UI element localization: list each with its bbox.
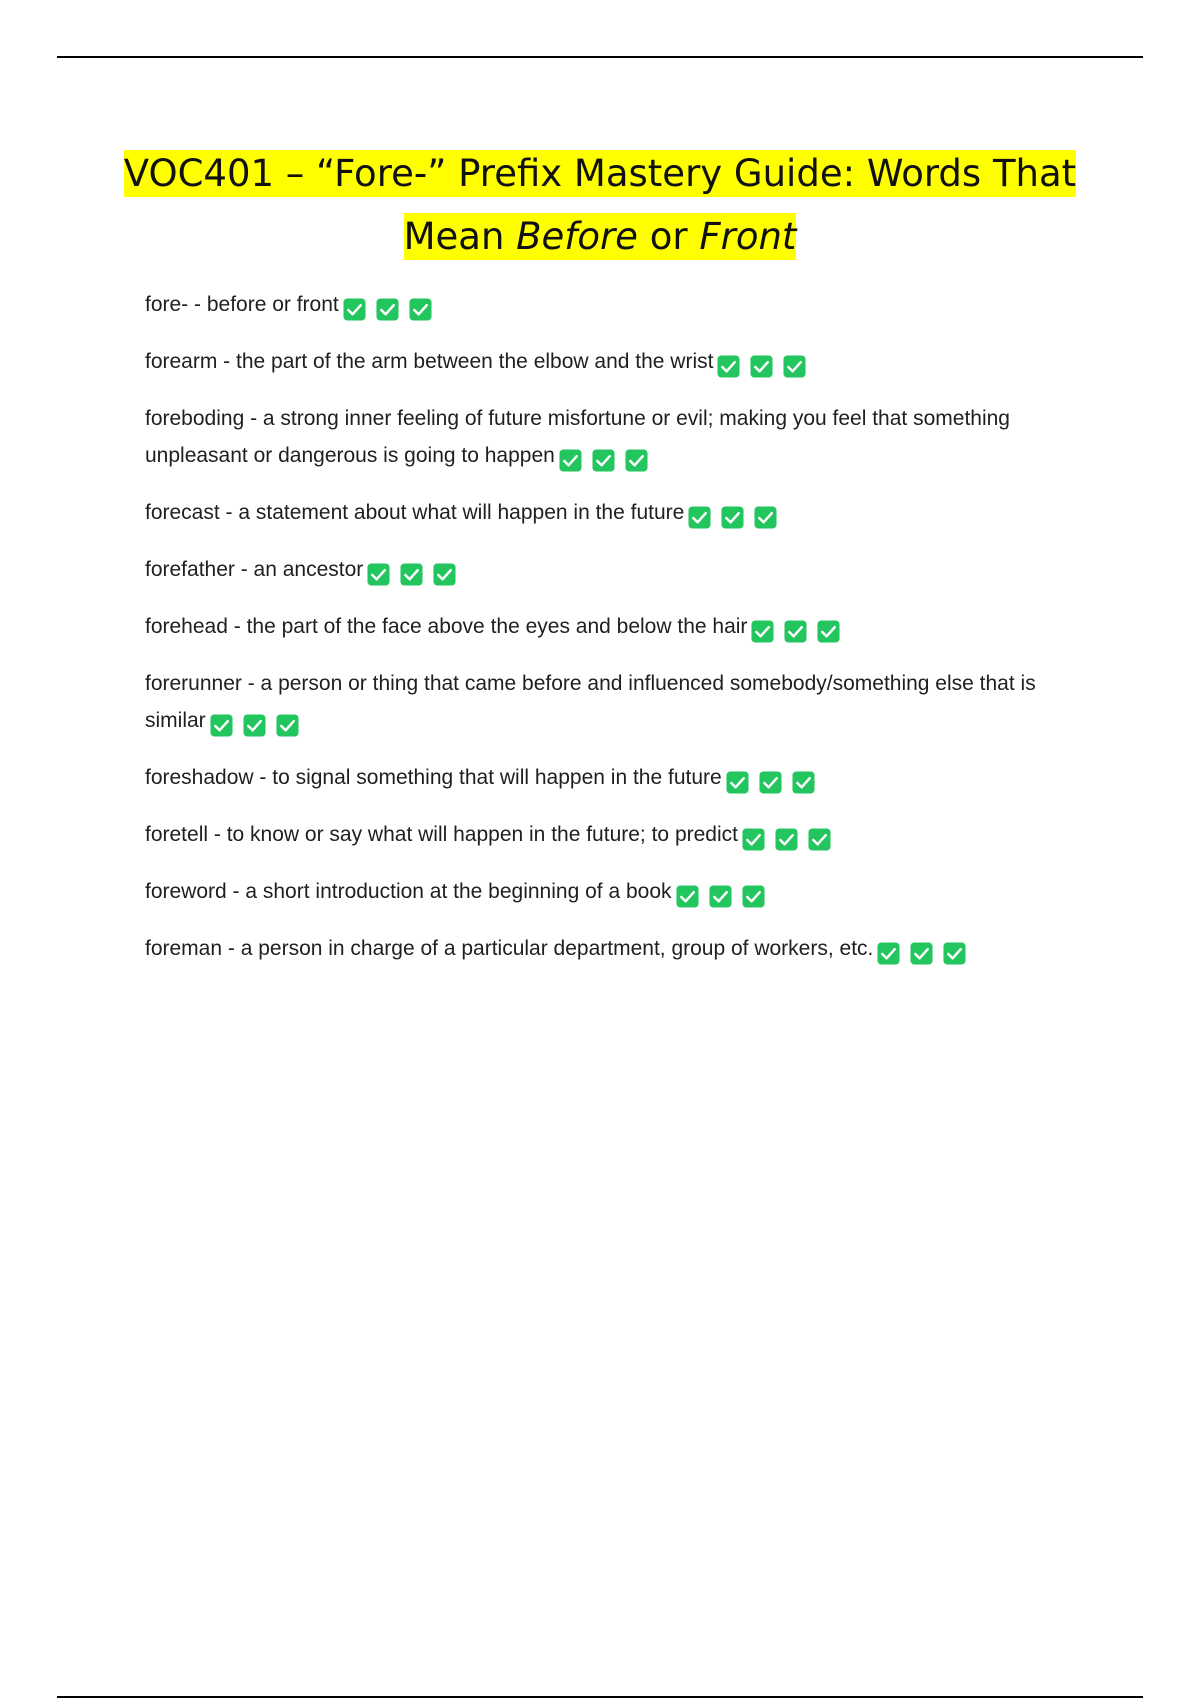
white-check-mark-green-box-icon: [750, 355, 773, 378]
white-check-mark-green-box-icon: [808, 828, 831, 851]
vocab-entry-text: foreword - a short introduction at the beginning of a book: [145, 880, 672, 903]
vocab-entry: [145, 494, 1080, 535]
vocab-entry-text: forecast - a statement about what will happen in the future: [145, 501, 685, 524]
top-rule: [57, 56, 1143, 58]
bottom-rule: [57, 1696, 1143, 1698]
white-check-mark-green-box-icon: [592, 449, 615, 472]
white-check-mark-green-box-icon: [721, 506, 744, 529]
vocab-entry-text: forefather - an ancestor: [145, 558, 364, 581]
white-check-mark-green-box-icon: [400, 563, 423, 586]
white-check-mark-green-box-icon: [276, 714, 299, 737]
white-check-mark-green-box-icon: [367, 563, 390, 586]
check-icons: [688, 498, 787, 535]
white-check-mark-green-box-icon: [775, 828, 798, 851]
white-check-mark-green-box-icon: [943, 942, 966, 965]
vocab-entry: [145, 286, 1080, 327]
vocab-entry-text: foreshadow - to signal something that will happen in the future: [145, 766, 722, 789]
white-check-mark-green-box-icon: [688, 506, 711, 529]
white-check-mark-green-box-icon: [910, 942, 933, 965]
white-check-mark-green-box-icon: [817, 620, 840, 643]
vocab-entry: [145, 759, 1080, 800]
vocab-entry: [145, 400, 1080, 478]
white-check-mark-green-box-icon: [676, 885, 699, 908]
white-check-mark-green-box-icon: [343, 298, 366, 321]
white-check-mark-green-box-icon: [742, 828, 765, 851]
check-icons: [343, 290, 442, 327]
vocab-entry-text: foreboding - a strong inner feeling of future misfortune or evil; making you feel that something unpleasant or dangerous is going to happen: [145, 407, 1010, 467]
vocab-entry: [145, 343, 1080, 384]
document-title: [100, 142, 1100, 268]
check-icons: [210, 706, 309, 743]
white-check-mark-green-box-icon: [243, 714, 266, 737]
vocab-entry: [145, 608, 1080, 649]
vocab-entry-text: foreman - a person in charge of a particular department, group of workers, etc.: [145, 937, 874, 960]
white-check-mark-green-box-icon: [784, 620, 807, 643]
check-icons: [742, 820, 841, 857]
vocab-entry-text: forearm - the part of the arm between the elbow and the wrist: [145, 350, 714, 373]
check-icons: [751, 612, 850, 649]
vocab-entry: [145, 551, 1080, 592]
vocabulary-list: [145, 286, 1080, 971]
check-icons: [559, 441, 658, 478]
white-check-mark-green-box-icon: [709, 885, 732, 908]
white-check-mark-green-box-icon: [754, 506, 777, 529]
title-italic-front: Front: [699, 215, 797, 258]
white-check-mark-green-box-icon: [409, 298, 432, 321]
title-line-1-text: VOC401 – “Fore-” Prefix Mastery Guide: Words That: [123, 152, 1077, 195]
vocab-entry-text: forehead - the part of the face above the eyes and below the hair: [145, 615, 748, 638]
white-check-mark-green-box-icon: [792, 771, 815, 794]
check-icons: [877, 934, 976, 971]
vocab-entry: [145, 873, 1080, 914]
title-line-2-middle: or: [637, 215, 700, 258]
white-check-mark-green-box-icon: [376, 298, 399, 321]
title-italic-before: Before: [516, 215, 638, 258]
white-check-mark-green-box-icon: [783, 355, 806, 378]
white-check-mark-green-box-icon: [625, 449, 648, 472]
white-check-mark-green-box-icon: [559, 449, 582, 472]
vocab-entry-text: fore- - before or front: [145, 293, 339, 316]
white-check-mark-green-box-icon: [877, 942, 900, 965]
white-check-mark-green-box-icon: [751, 620, 774, 643]
title-line-2-prefix: Mean: [403, 215, 517, 258]
white-check-mark-green-box-icon: [726, 771, 749, 794]
vocab-entry: [145, 665, 1080, 743]
check-icons: [676, 877, 775, 914]
white-check-mark-green-box-icon: [742, 885, 765, 908]
white-check-mark-green-box-icon: [759, 771, 782, 794]
vocab-entry-text: forerunner - a person or thing that came before and influenced somebody/something else that is similar: [145, 672, 1036, 732]
check-icons: [726, 763, 825, 800]
white-check-mark-green-box-icon: [433, 563, 456, 586]
white-check-mark-green-box-icon: [210, 714, 233, 737]
check-icons: [367, 555, 466, 592]
title-line-2: [404, 213, 797, 260]
vocab-entry-text: foretell - to know or say what will happen in the future; to predict: [145, 823, 738, 846]
check-icons: [717, 347, 816, 384]
vocab-entry: [145, 816, 1080, 857]
white-check-mark-green-box-icon: [717, 355, 740, 378]
title-line-1: [124, 150, 1076, 197]
vocab-entry: [145, 930, 1080, 971]
